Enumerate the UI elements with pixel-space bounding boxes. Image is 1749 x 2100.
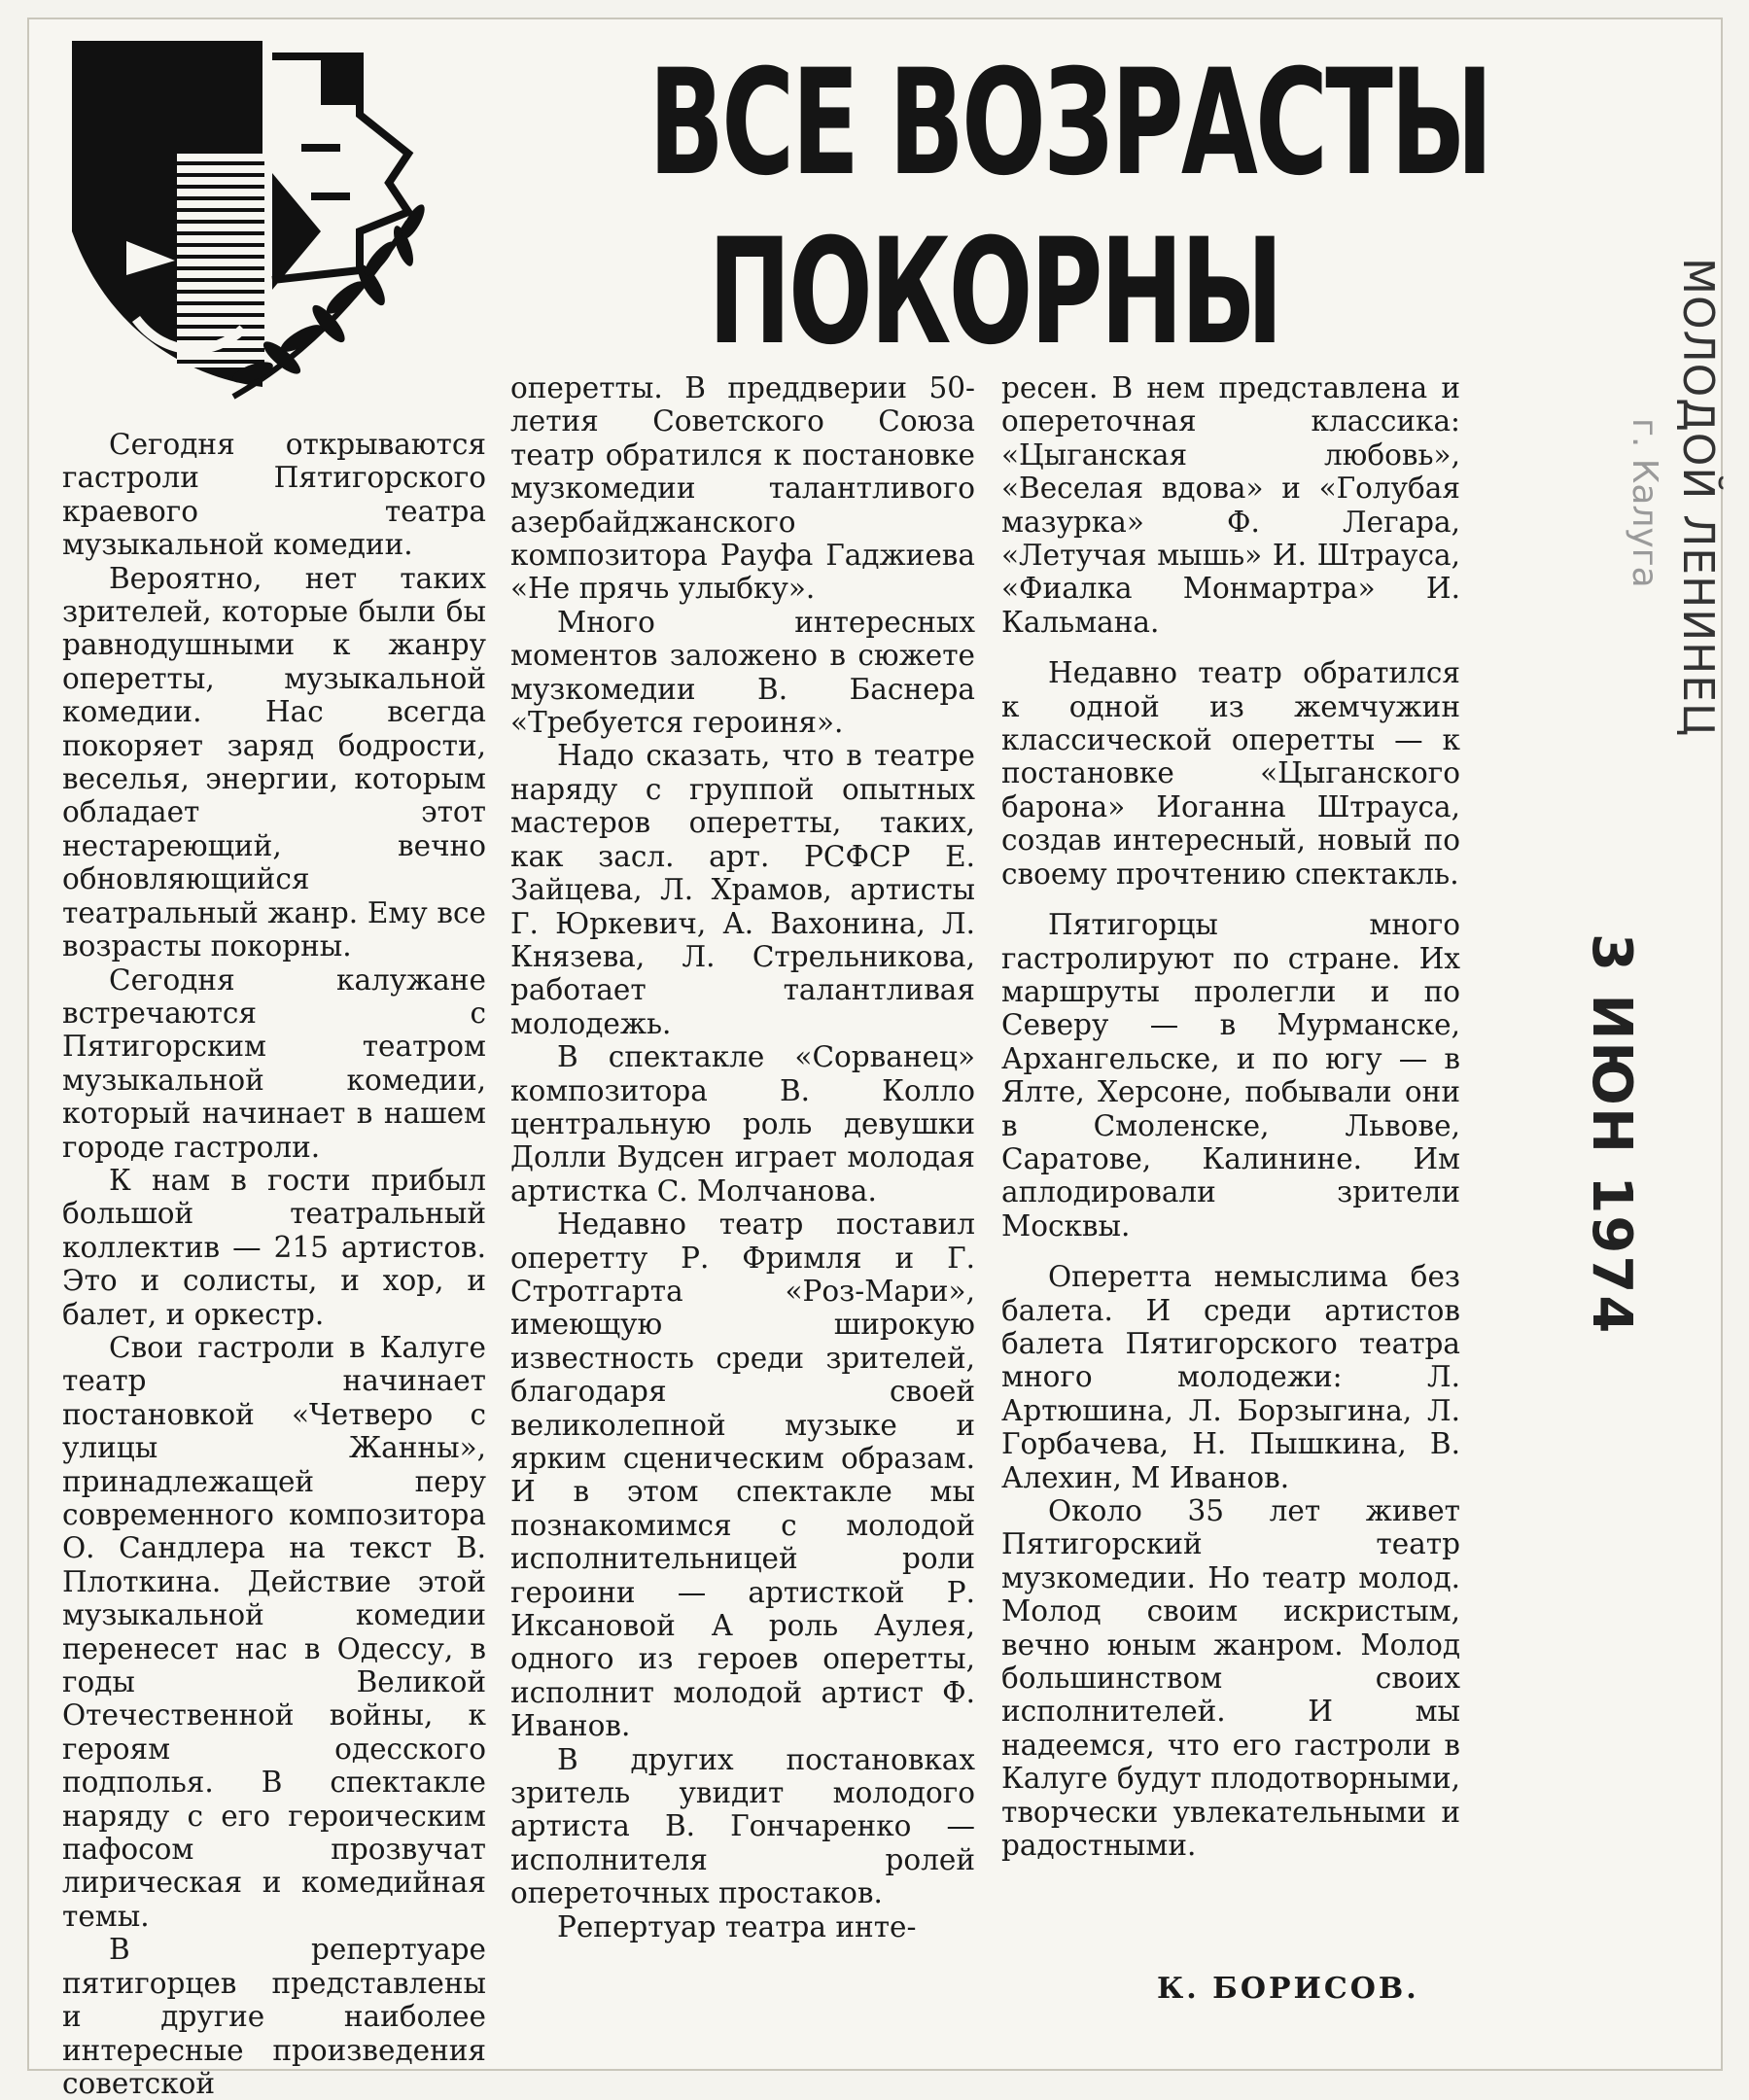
paragraph: Вероятно, нет таких зрителей, которые были бы равнодушными к жанру оперетты, музыкальной комедии. Нас всегда покоряет заряд бодрости, веселья, энергии, которым обладает этот нестареющий, вечно обновляющийся театральный жанр. Ему все возрасты покорны.	[62, 561, 486, 963]
paragraph: Сегодня калужане встречаются с Пятигорским театром музыкальной комедии, который начинает в нашем городе гастроли.	[62, 962, 486, 1164]
headline	[622, 39, 1491, 377]
paragraph: Недавно театр обратился к одной из жемчужин классической оперетты — к постановке «Цыганского барона» Иоганна Штрауса, создав интересный, новый по своему прочтению спектакль.	[1001, 656, 1460, 891]
headline-line-2: ПОКОРНЫ	[708, 208, 1281, 377]
paragraph: оперетты. В преддверии 50-летия Советского Союза театр обратился к постановке музкомедии талантливого азербайджанского композитора Рауфа Гаджиева «Не прячь улыбку».	[510, 371, 975, 606]
paragraph: Свои гастроли в Калуге театр начинает постановкой «Четверо с улицы Жанны», принадлежащей перу современного композитора О. Сандлера на текст В. Плоткина. Действие этой музыкальной комедии перенесет нас в Одессу, в годы Великой Отечественной войны, к героям одесского подполья. В спектакле наряду с его героическим пафосом прозвучат лирическая и комедийная темы.	[62, 1330, 486, 1933]
headline-line-1: ВСЕ ВОЗРАСТЫ	[648, 39, 1491, 208]
paragraph: Около 35 лет живет Пятигорский театр музкомедии. Но театр молод. Молод своим искристым, вечно юным жанром. Молод большинством своих исполнителей. И мы надеемся, что его гастроли в Калуге будут плодотворными, творчески увлекательными и радостными.	[1001, 1494, 1460, 1863]
city-stamp: г. Калуга	[1625, 418, 1664, 588]
paragraph: Много интересных моментов заложено в сюжете музкомедии В. Баснера «Требуется героиня».	[510, 605, 975, 740]
date-stamp: 3 ИЮН 1974	[1580, 933, 1643, 1336]
article-column-3	[1001, 371, 1460, 1862]
paragraph: Надо сказать, что в театре наряду с группой опытных мастеров оперетты, таких, как засл. арт. РСФСР Е. Зайцева, Л. Храмов, артисты Г. Юркевич, А. Вахонина, Л. Князева, Л. Стрельникова, работает талантливая молодежь.	[510, 739, 975, 1040]
article-column-1	[62, 428, 486, 2100]
paragraph: К нам в гости прибыл большой театральный коллектив — 215 артистов. Это и солисты, и хор, и балет, и оркестр.	[62, 1163, 486, 1331]
paragraph: Недавно театр поставил оперетту Р. Фримля и Г. Стротгарта «Роз-Мари», имеющую широкую известность среди зрителей, благодаря своей великолепной музыке и ярким сценическим образам. И в этом спектакле мы познакомимся с молодой исполнительницей роли героини — артисткой Р. Иксановой А роль Аулея, одного из героев оперетты, исполнит молодой артист Ф. Иванов.	[510, 1208, 975, 1743]
paragraph: Репертуар театра инте-	[557, 1909, 917, 1943]
author-byline: К. БОРИСОВ.	[1157, 1972, 1419, 2006]
paragraph: Оперетта немыслима без балета. И среди артистов балета Пятигорского театра много молодежи: Л. Артюшина, Л. Борзыгина, Л. Горбачева, Н. Пышкина, В. Алехин, М Иванов.	[1001, 1260, 1460, 1494]
paragraph: Сегодня открываются гастроли Пятигорского краевого театра музыкальной комедии.	[62, 428, 486, 562]
paragraph: Пятигорцы много гастролируют по стране. Их маршруты пролегли и по Северу — в Мурманске, Архангельске, и по югу — в Ялте, Херсоне, побывали они в Смоленске, Львове, Саратове, Калинине. Им аплодировали зрители Москвы.	[1001, 908, 1460, 1242]
paragraph: В других постановках зритель увидит молодого артиста В. Гончаренко — исполнителя ролей опереточных простаков.	[510, 1742, 975, 1910]
newspaper-name-stamp: МОЛОДОЙ ЛЕНИНЕЦ	[1673, 258, 1723, 738]
paragraph: ресен. В нем представлена и опереточная классика: «Цыганская любовь», «Веселая вдова» и «Голубая мазурка» Ф. Легара, «Летучая мышь» И. Штрауса, «Фиалка Монмартра» И. Кальмана.	[1001, 371, 1460, 639]
theatre-masks-logo	[68, 37, 447, 406]
article-column-2	[510, 371, 975, 1943]
paragraph: В спектакле «Сорванец» композитора В. Колло центральную роль девушки Долли Вудсен играет молодая артистка С. Молчанова.	[510, 1040, 975, 1208]
paragraph: В репертуаре пятигорцев представлены и другие наиболее интересные произведения советской	[62, 1933, 486, 2100]
